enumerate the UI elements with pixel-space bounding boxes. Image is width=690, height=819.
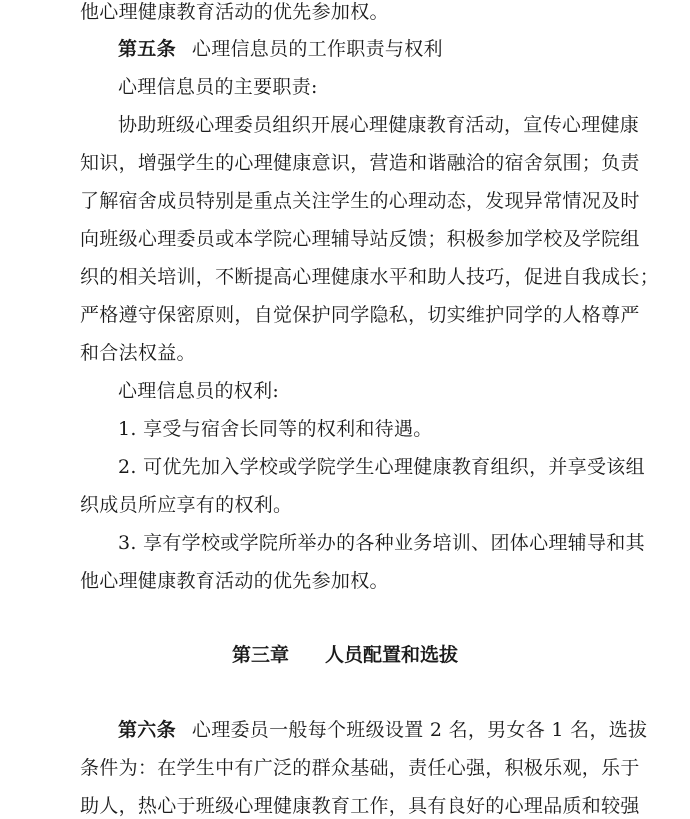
- chapter-3-heading: [232, 643, 458, 667]
- rights-item-2-cont: 织成员所应享有的权利。: [80, 494, 293, 516]
- paragraph-line: 他心理健康教育活动的优先参加权。: [80, 1, 389, 23]
- chapter-3-label: 第三章: [232, 644, 290, 666]
- article-6-label: 第六条: [118, 719, 176, 741]
- duties-line: 了解宿舍成员特别是重点关注学生的心理动态，发现异常情况及时: [80, 190, 640, 212]
- rights-item-1: 1. 享受与宿舍长同等的权利和待遇。: [118, 418, 433, 440]
- rights-item-2: 2. 可优先加入学校或学院学生心理健康教育组织，并享受该组: [118, 456, 645, 478]
- duties-line: 和合法权益。: [80, 342, 196, 364]
- rights-item-3: 3. 享有学校或学院所举办的各种业务培训、团体心理辅导和其: [118, 532, 645, 554]
- duties-line: 织的相关培训，不断提高心理健康水平和助人技巧，促进自我成长；: [80, 266, 660, 288]
- duties-line: 协助班级心理委员组织开展心理健康教育活动，宣传心理健康: [118, 114, 640, 136]
- duties-line: 向班级心理委员或本学院心理辅导站反馈；积极参加学校及学院组: [80, 228, 640, 250]
- article-6-text: 心理委员一般每个班级设置 2 名，男女各 1 名，选拔: [191, 719, 648, 741]
- duties-line: 严格遵守保密原则，自觉保护同学隐私，切实维护同学的人格尊严: [80, 304, 640, 326]
- article-6-line: 助人，热心于班级心理健康教育工作，具有良好的心理品质和较强: [80, 795, 640, 817]
- article-5-label: 第五条: [118, 38, 176, 60]
- article-5-title: 心理信息员的工作职责与权利: [191, 38, 443, 60]
- chapter-3-title: 人员配置和选拔: [325, 644, 459, 666]
- article-6-line: 条件为：在学生中有广泛的群众基础，责任心强，积极乐观，乐于: [80, 757, 640, 779]
- article-6-line: [118, 718, 647, 742]
- rights-item-3-cont: 他心理健康教育活动的优先参加权。: [80, 570, 389, 592]
- duties-line: 知识，增强学生的心理健康意识，营造和谐融洽的宿舍氛围；负责: [80, 152, 640, 174]
- rights-heading: 心理信息员的权利:: [118, 380, 280, 402]
- article-5-heading: [118, 37, 443, 61]
- duties-heading: 心理信息员的主要职责:: [118, 76, 318, 98]
